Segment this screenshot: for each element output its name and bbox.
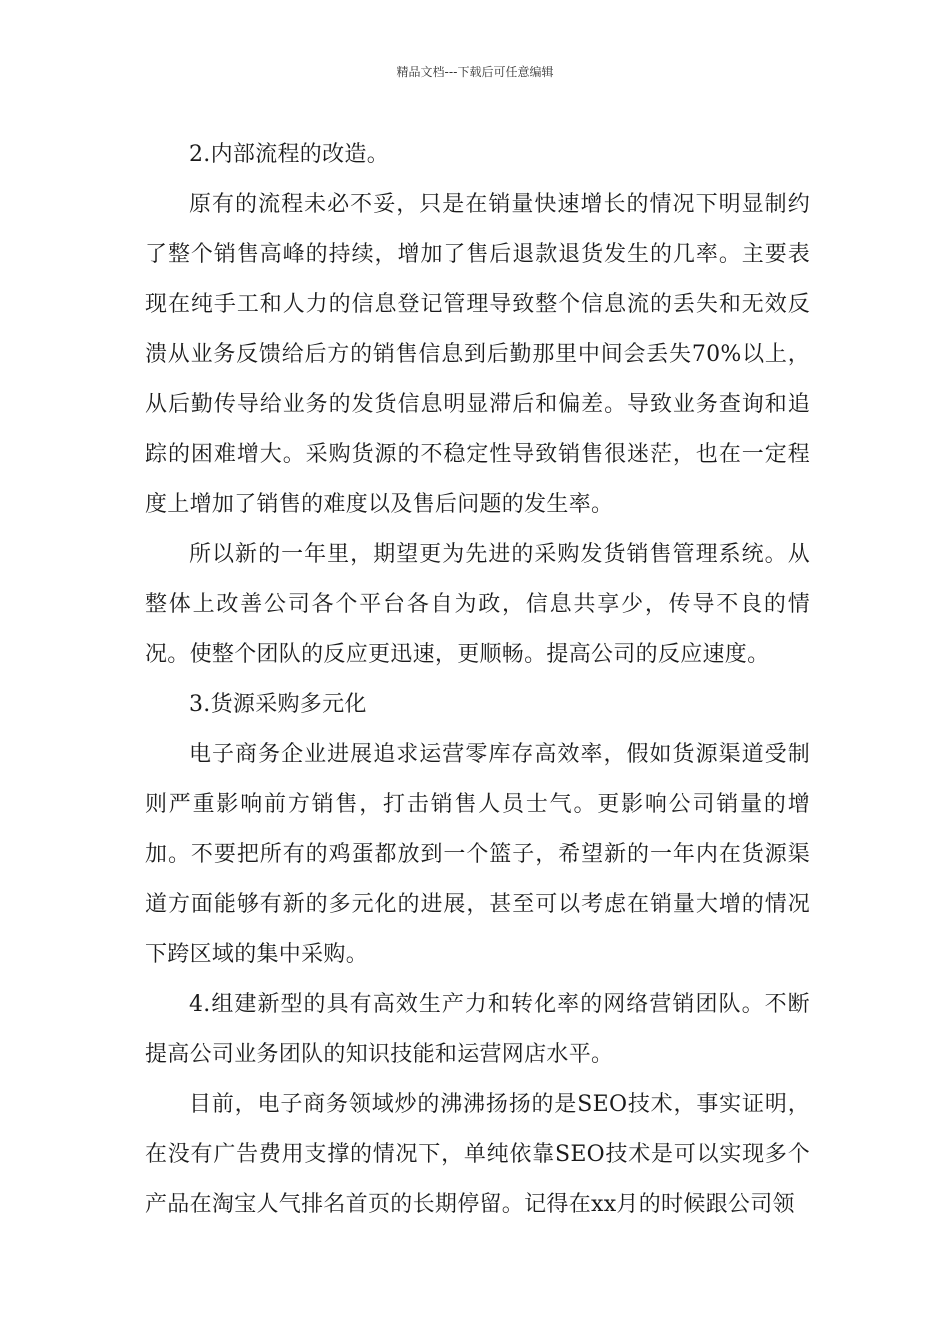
paragraph-team: 4.组建新型的具有高效生产力和转化率的网络营销团队。不断提高公司业务团队的知识技能和运营网店水平。	[145, 992, 810, 1067]
paragraph-new-year-system: 所以新的一年里，期望更为先进的采购发货销售管理系统。从整体上改善公司各个平台各自为政，信息共享少，传导不良的情况。使整个团队的反应更迅速，更顺畅。提高公司的反应速度。	[145, 542, 810, 667]
paragraph-sourcing: 电子商务企业进展追求运营零库存高效率，假如货源渠道受制则严重影响前方销售，打击销售人员士气。更影响公司销量的增加。不要把所有的鸡蛋都放到一个篮子，希望新的一年内在货源渠道方面能够有新的多元化的进展，甚至可以考虑在销量大增的情况下跨区域的集中采购。	[145, 742, 810, 967]
section-heading-3: 3.货源采购多元化	[189, 692, 367, 717]
page-header: 精品文档---下载后可任意编辑	[396, 65, 554, 79]
paragraph-process: 原有的流程未必不妥，只是在销量快速增长的情况下明显制约了整个销售高峰的持续，增加了售后退款退货发生的几率。主要表现在纯手工和人力的信息登记管理导致整个信息流的丢失和无效反溃从业务反馈给后方的销售信息到后勤那里中间会丢失70%以上，从后勤传导给业务的发货信息明显滞后和偏差。导致业务查询和追踪的困难增大。采购货源的不稳定性导致销售很迷茫，也在一定程度上增加了销售的难度以及售后问题的发生率。	[145, 192, 810, 517]
section-heading-2: 2.内部流程的改造。	[189, 142, 389, 167]
paragraph-seo: 目前，电子商务领域炒的沸沸扬扬的是SEO技术，事实证明，在没有广告费用支撑的情况下，单纯依靠SEO技术是可以实现多个产品在淘宝人气排名首页的长期停留。记得在xx月的时候跟公司领	[145, 1092, 810, 1217]
document-body	[145, 130, 810, 1230]
